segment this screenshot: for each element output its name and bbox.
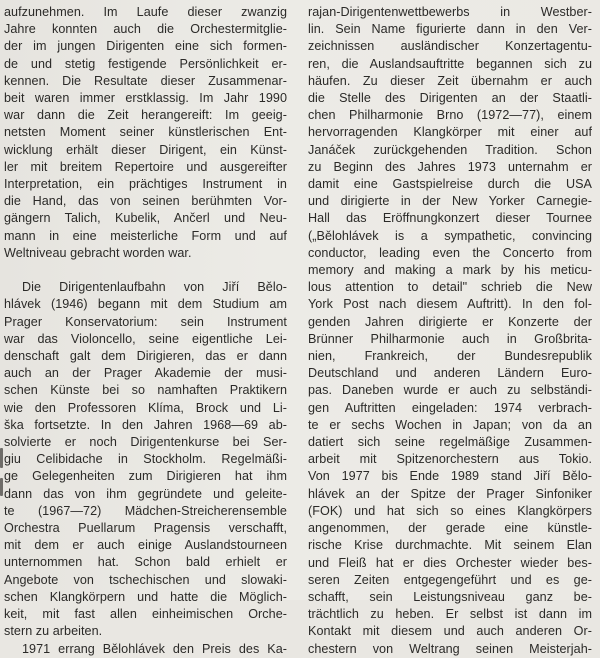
right-text-column bbox=[308, 4, 592, 658]
text-line: beit waren immer erstklassig. Im Jahr 1990 bbox=[4, 91, 287, 106]
text-line: zeichnissen ausländischer Konzertagentu- bbox=[308, 39, 592, 54]
text-line: Angebote von tschechischen und slowaki- bbox=[4, 572, 287, 587]
text-line: de und stetig festigende Persönlichkeit er- bbox=[4, 56, 287, 71]
text-line: ler mit breitem Repertoire und ausgereifter bbox=[4, 159, 287, 174]
text-line: die Hand, das von seinen berühmten Vor- bbox=[4, 194, 287, 209]
text-line: unternommen hat. Schon bald erhielt er bbox=[4, 555, 287, 570]
text-line: schen Klangkörpern und hatte die Möglich- bbox=[4, 589, 287, 604]
text-line: solvierte er noch Dirigentenkurse bei Ser- bbox=[4, 435, 287, 450]
text-line: wie den Professoren Klíma, Brock und Li- bbox=[4, 400, 287, 415]
text-line: 1971 errang Bělohlávek den Preis des Ka- bbox=[22, 641, 287, 656]
text-line: schafft, sein Leistungsniveau ganz be- bbox=[308, 589, 592, 604]
text-line: der im jungen Dirigenten eine sich formen- bbox=[4, 39, 287, 54]
text-line: conductor, leading even the Concerto from bbox=[308, 245, 592, 260]
left-text-column bbox=[4, 4, 287, 658]
text-line: Janáček zurückgehenden Tradition. Schon bbox=[308, 142, 592, 157]
text-line: Die Dirigentenlaufbahn von Jiří Bělo- bbox=[22, 280, 287, 295]
text-line: Prager Konservatorium: sein Instrument bbox=[4, 314, 287, 329]
text-line: Brünner Philharmonie auch in Großbrita- bbox=[308, 331, 592, 346]
text-line: gängern Talich, Kubelik, Ančerl und Neu- bbox=[4, 211, 287, 226]
paragraph-gap bbox=[4, 262, 287, 279]
text-line: zu Beginn des Jahres 1973 unternahm er bbox=[308, 159, 592, 174]
text-line: war dann die Zeit herangereift: Im geeig- bbox=[4, 108, 287, 123]
text-line: hervorragenden Klangkörper mit einer auf bbox=[308, 125, 592, 140]
text-line: Von 1977 bis Ende 1989 stand Jiří Bělo- bbox=[308, 469, 592, 484]
text-line: dann das von ihm gegründete und geleite- bbox=[4, 486, 287, 501]
text-line: aufzunehmen. Im Laufe dieser zwanzig bbox=[4, 5, 287, 19]
text-line: ška fortsetzte. In den Jahren 1968—69 ab- bbox=[4, 417, 287, 432]
text-line: Orchestra Puellarum Pragensis verschafft, bbox=[4, 521, 287, 536]
text-line: auch an der Prager Akademie der musi- bbox=[4, 366, 287, 381]
text-line: und Fleiß hat er dies Orchester wieder bes- bbox=[308, 555, 592, 570]
text-line: lin. Sein Name figurierte dann in den Ver- bbox=[308, 22, 592, 37]
binding-mark-upper bbox=[0, 448, 3, 468]
text-line: seren Zeiten entgegengeführt und es ge- bbox=[308, 572, 592, 587]
text-line: mann in eine meisterliche Form und auf bbox=[4, 228, 287, 243]
text-line: Weltniveau gebracht worden war. bbox=[4, 245, 192, 260]
text-line: rajan-Dirigentenwettbewerbs in Westber- bbox=[308, 5, 592, 19]
paragraph-2 bbox=[4, 279, 287, 640]
text-line: (FOK) und hat sich so eines Klangkörpers bbox=[308, 503, 592, 518]
text-line: denschaft galt dem Dirigieren, das er dann bbox=[4, 349, 287, 364]
text-line: gen Auftritten eingeladen: 1974 verbrach- bbox=[308, 400, 592, 415]
text-line: ren, die Auslandsauftritte begannen sich zu bbox=[308, 56, 592, 71]
paragraph-continuation bbox=[308, 4, 592, 658]
text-line: te (1967—72) Mädchen-Streicherensemble bbox=[4, 503, 287, 518]
text-line: angenommen, der gerade eine künstle- bbox=[308, 521, 592, 536]
text-line: pas. Daneben wurde er auch zu selbständi- bbox=[308, 383, 592, 398]
text-line: rische Krise durchmachte. Mit seinem Elan bbox=[308, 538, 592, 553]
text-line: die Stelle des Dirigenten an der Staatli- bbox=[308, 91, 592, 106]
text-line: Deutschland und anderen Ländern Euro- bbox=[308, 366, 592, 381]
text-line: mit dem er auch einige Auslandstourneen bbox=[4, 538, 287, 553]
text-line: datiert sich seine regelmäßige Zusammen- bbox=[308, 435, 592, 450]
text-line: te er sechs Wochen in Japan; von da an bbox=[308, 417, 592, 432]
text-line: netsten Moment seiner künstlerischen Ent- bbox=[4, 125, 287, 140]
text-line: lous attention to detail" schrieb die New bbox=[308, 280, 592, 295]
text-line: damit eine Gastspielreise durch die USA bbox=[308, 177, 592, 192]
text-line: chestern von Weltrang seinen Meisterjah- bbox=[308, 641, 592, 656]
binding-mark-lower bbox=[0, 478, 3, 496]
text-line: Interpretation, ein prächtiges Instrument in bbox=[4, 177, 287, 192]
text-line: giu Celibidache in Stockholm. Regelmäßi- bbox=[4, 452, 287, 467]
text-line: kennen. Die Resultate dieser Zusammenar- bbox=[4, 73, 287, 88]
text-line: chen Philharmonie Brno (1972—77), einem bbox=[308, 108, 592, 123]
paragraph-1 bbox=[4, 4, 287, 262]
text-line: trächtlich zu heben. Er selbst ist dann im bbox=[308, 607, 592, 622]
text-line: arbeit mit Spitzenorchestern aus Tokio. bbox=[308, 452, 592, 467]
text-line: schen Künste bei so namhaften Praktikern bbox=[4, 383, 287, 398]
text-line: hlávek an der Spitze der Prager Sinfoniker bbox=[308, 486, 592, 501]
text-line: ge Gelegenheiten zum Dirigieren hat ihm bbox=[4, 469, 287, 484]
text-line: genden Jahren dirigierte er Konzerte der bbox=[308, 314, 592, 329]
text-line: hlávek (1946) begann mit dem Studium am bbox=[4, 297, 287, 312]
text-line: nien, Frankreich, der Bundesrepublik bbox=[308, 349, 592, 364]
text-line: stern zu arbeiten. bbox=[4, 624, 103, 639]
text-line: York Post nach diesem Auftritt). In den fol- bbox=[308, 297, 592, 312]
text-line: Kontakt mit diesem und auch anderen Or- bbox=[308, 624, 592, 639]
paragraph-3 bbox=[4, 641, 287, 658]
text-line: memory and making a mark by his meticu- bbox=[308, 263, 592, 278]
text-line: und dirigierte in der New Yorker Carnegie- bbox=[308, 194, 592, 209]
text-line: keit, mit fast allen einheimischen Orche- bbox=[4, 607, 287, 622]
text-line: häufen. Zu dieser Zeit übernahm er auch bbox=[308, 73, 592, 88]
text-line: wicklung erhält dieser Dirigent, ein Künst- bbox=[4, 142, 287, 157]
text-line: Jahre konnten auch die Orchestermitglie- bbox=[4, 22, 287, 37]
text-line: Hall das Eröffnungkonzert dieser Tournee bbox=[308, 211, 592, 226]
text-line: war das Violoncello, seine eigentliche Lei- bbox=[4, 331, 287, 346]
text-line: („Bělohlávek is a sympathetic, convincing bbox=[308, 228, 592, 243]
